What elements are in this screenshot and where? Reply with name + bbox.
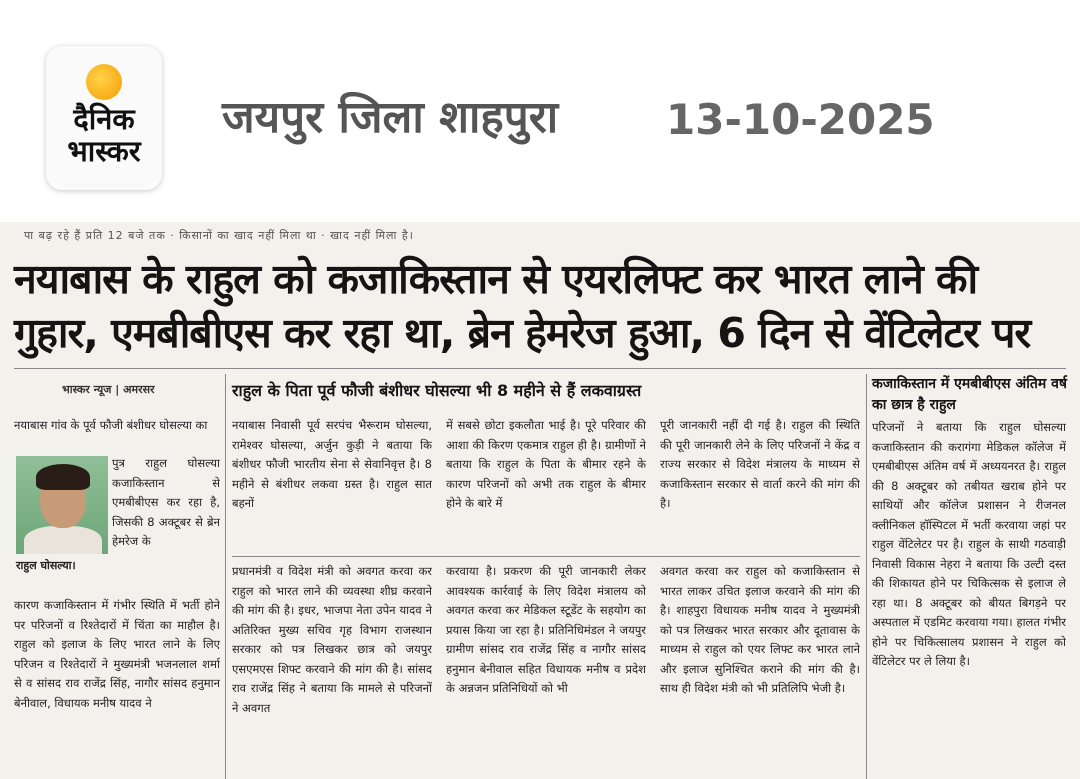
- headline-line-1: नयाबास के राहुल को कजाकिस्तान से एयरलिफ्ट कर भारत लाने की: [14, 255, 978, 303]
- col2-bottom-text: प्रधानमंत्री व विदेश मंत्री को अवगत करवा कर राहुल को भारत लाने की व्यवस्था शीघ्र करवाने की मांग की है। इधर, भाजपा नेता उपेन यादव ने अतिरिक्त मुख्य सचिव गृह विभाग राजस्थान सरकार को पत्र लिखकर छात्र को जयपुर एसएमएस शिफ्ट करवाने की मांग की है। सांसद राव राजेंद्र सिंह ने बताया कि मामले से परिजनों ने अवगत: [232, 564, 432, 715]
- sub-headline: राहुल के पिता पूर्व फौजी बंशीधर घोसल्या भी 8 महीने से हैं लकवाग्रस्त: [232, 381, 642, 400]
- sun-icon: [86, 64, 122, 100]
- col1-beside-photo-text: पुत्र राहुल घोसल्या कजाकिस्तान से एमबीबीएस कर रहा है, जिसकी 8 अक्टूबर से ब्रेन हेमरेज के: [112, 456, 220, 548]
- edition-date: 13-10-2025: [666, 95, 935, 144]
- side-headline: कजाकिस्तान में एमबीबीएस अंतिम वर्ष का छात्र है राहुल: [872, 376, 1067, 413]
- col1-bottom-text: कारण कजाकिस्तान में गंभीर स्थिति में भर्ती होने पर परिजनों व रिश्तेदारों में चिंता का माहौल है। राहुल को इलाज के लिए भारत लाने के लिए परिजन व रिश्तेदारों ने मुख्यमंत्री भजनलाल शर्मा से व सांसद राव राजेंद्र सिंह, नागौर सांसद हनुमान बेनीवाल, विधायक मनीष यादव ने: [14, 598, 220, 710]
- article-headline: [14, 252, 1064, 360]
- column-divider: [866, 374, 867, 779]
- newspaper-clipping: [0, 222, 1080, 779]
- byline: भास्कर न्यूज | अमरसर: [62, 383, 155, 396]
- logo-text-line1: दैनिक: [73, 102, 135, 136]
- divider: [232, 556, 860, 557]
- rahul-photo: [16, 456, 108, 554]
- photo-shirt: [24, 526, 102, 554]
- col3-bottom-text: करवाया है। प्रकरण की पूरी जानकारी लेकर आवश्यक कार्रवाई के लिए विदेश मंत्रालय को अवगत करवा कर मेडिकल स्टूडेंट के सहयोग का प्रयास किया जा रहा है। प्रतिनिधिमंडल ने जयपुर ग्रामीण सांसद राव राजेंद्र सिंह व नागौर सांसद हनुमान बेनीवाल सहित विधायक मनीष व प्रदेश के अन्नजन प्रतिनिधियों को भी: [446, 564, 646, 695]
- logo-text-line2: भास्कर: [67, 134, 141, 168]
- column-divider: [225, 374, 226, 779]
- dainik-bhaskar-logo: [46, 46, 162, 190]
- headline-line-2: गुहार, एमबीबीएस कर रहा था, ब्रेन हेमरेज हुआ, 6 दिन से वेंटिलेटर पर: [14, 309, 1031, 357]
- col4-bottom-text: अवगत करवा कर राहुल को कजाकिस्तान से भारत लाकर उचित इलाज करवाने की मांग की है। शाहपुरा विधायक मनीष यादव ने मुख्यमंत्री को पत्र लिखकर भारत सरकार और दूतावास के माध्यम से राहुल को एयर लिफ्ट कर भारत लाने और इलाज सुनिश्चित कराने की मांग की है। साथ ही विदेश मंत्री को भी प्रतिलिपि भेजी है।: [660, 564, 860, 695]
- photo-hair: [36, 464, 90, 490]
- side-column-text: परिजनों ने बताया कि राहुल घोसल्या कजाकिस्तान की करागंगा मेडिकल कॉलेज में एमबीबीएस अंतिम वर्ष में अध्ययनरत है। राहुल की 8 अक्टूबर को तबीयत खराब होने पर साथियों और कॉलेज प्रशासन ने रीजनल क्लीनिकल हॉस्पिटल में भर्ती करवाया जहां पर राहुल वेंटिलेटर पर है। राहुल के साथी गठवाड़ी निवासी विकास नेहरा ने बताया कि उल्टी दस्त की शिकायत होने पर चिकित्सक से इलाज ले रहा था। 8 अक्टूबर को बीयत बिगड़ने पर अस्पताल में एडमिट करवाया गया। हालत गंभीर होने पर चिकित्सालय प्रशासन ने राहुल को वेंटिलेटर पर ले लिया है।: [872, 420, 1066, 668]
- col1-top-text: नयाबास गांव के पूर्व फौजी बंशीधर घोसल्या का: [14, 418, 208, 432]
- faint-top-line: पा बढ़ रहे हैं प्रति 12 बजे तक · किसानों का खाद नहीं मिला था · खाद नहीं मिला है।: [24, 229, 414, 242]
- photo-caption: राहुल घोसल्या।: [16, 559, 76, 572]
- col4-top-text: पूरी जानकारी नहीं दी गई है। राहुल की स्थिति की पूरी जानकारी लेने के लिए परिजनों ने केंद्र व राज्य सरकार से विदेश मंत्रालय के माध्यम से कजाकिस्तान सरकार से वार्ता करने की मांग की है।: [660, 418, 860, 510]
- col2-top-text: नयाबास निवासी पूर्व सरपंच भैरूराम घोसल्या, रामेश्वर घोसल्या, अर्जुन कुड़ी ने बताया कि बंशीधर फौजी भारतीय सेना से सेवानिवृत्त है। 8 महीने से बंशीधर लकवा ग्रस्त है। राहुल सात बहनों: [232, 418, 432, 510]
- divider: [14, 368, 1066, 369]
- edition-name: जयपुर जिला शाहपुरा: [222, 92, 559, 143]
- edition-header: [0, 0, 1080, 222]
- col3-top-text: में सबसे छोटा इकलौता भाई है। पूरे परिवार की आशा की किरण एकमात्र राहुल ही है। ग्रामीणों ने बताया कि राहुल के पिता के बीमार रहने के कारण परिजनों को अभी तक राहुल के बीमार होने के बारे में: [446, 418, 646, 510]
